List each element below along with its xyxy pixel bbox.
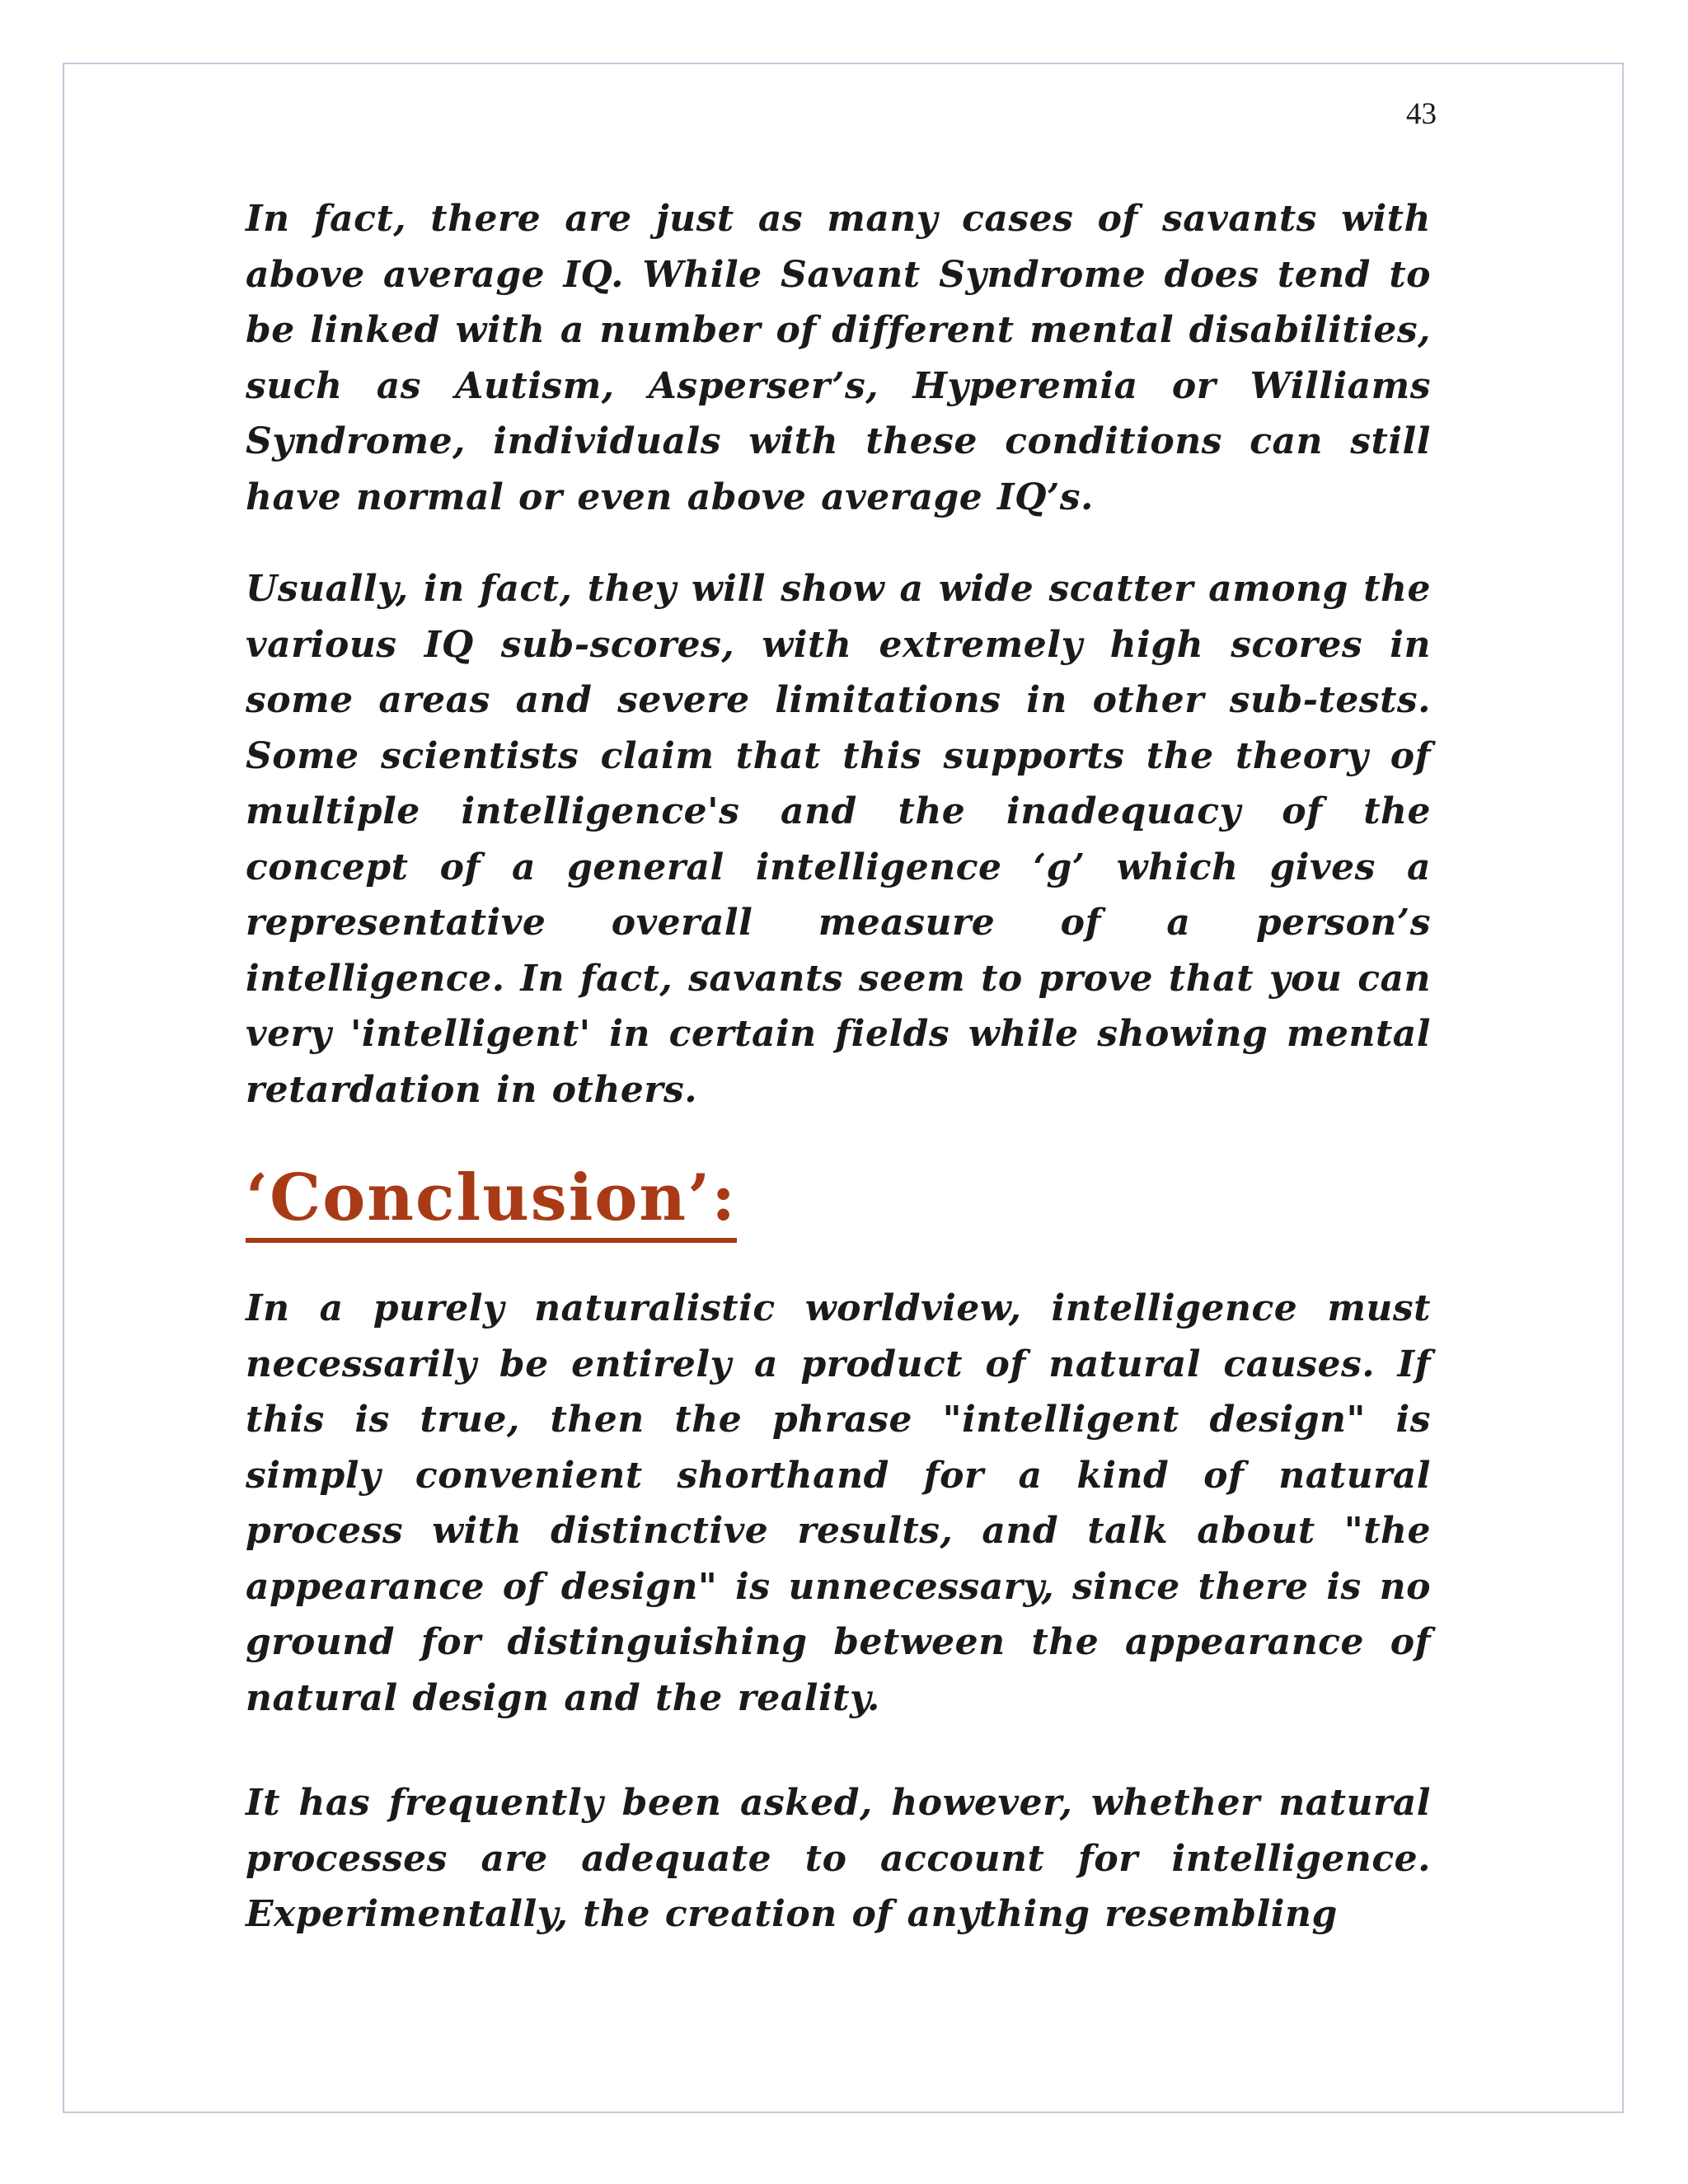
paragraph-naturalistic-worldview: In a purely naturalistic worldview, intelligence must necessarily be entirely a product of natural causes. If this is true, then the phrase "intelligent design" is simply convenient shorthand for a kind of natural process with distinctive results, and talk about "the appearance of design" is unnecessary, since there is no ground for distinguishing between the appearance of natural design and the reality. bbox=[246, 1287, 1431, 1719]
document-body bbox=[246, 191, 1431, 1943]
paragraph-sub-scores: Usually, in fact, they will show a wide scatter among the various IQ sub-scores, with extremely high scores in some areas and severe limitations in other sub-tests. Some scientists claim that this supports the theory of multiple intelligence's and the inadequacy of the concept of a general intelligence ‘g’ which gives a representative overall measure of a person’s intelligence. In fact, savants seem to prove that you can very 'intelligent' in certain fields while showing mental retardation in others. bbox=[246, 568, 1431, 1111]
paragraph-spacer bbox=[246, 525, 1431, 561]
paragraph-natural-processes: It has frequently been asked, however, whether natural processes are adequate to account for intelligence. Experimentally, the creation of anything resembling bbox=[246, 1782, 1431, 1935]
paragraph-spacer bbox=[246, 1118, 1431, 1159]
paragraph-iq-savants: In fact, there are just as many cases of savants with above average IQ. While Savant Syndrome does tend to be linked with a number of different mental disabilities, such as Autism, Asperser’s, Hyperemia or Williams Syndrome, individuals with these conditions can still have normal or even above average IQ’s. bbox=[246, 198, 1431, 518]
page-number: 43 bbox=[1406, 97, 1437, 131]
paragraph-spacer bbox=[246, 1726, 1431, 1775]
conclusion-heading: ‘Conclusion’: bbox=[246, 1159, 737, 1243]
paragraph-spacer bbox=[246, 1243, 1431, 1281]
